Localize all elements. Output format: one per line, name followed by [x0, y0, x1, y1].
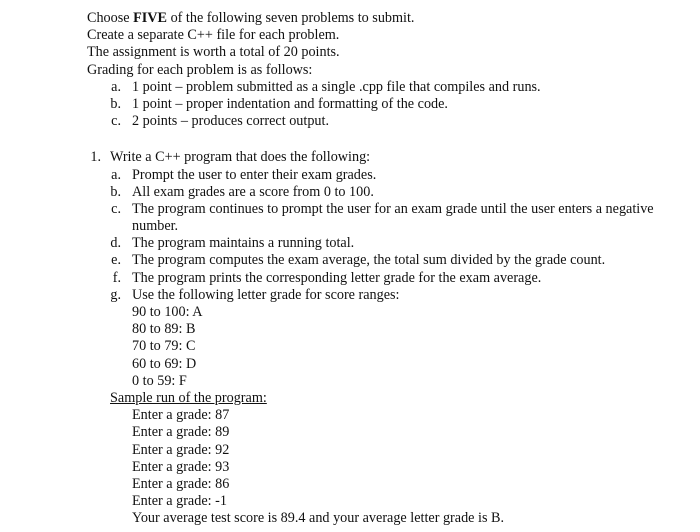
item-text: All exam grades are a score from 0 to 100.: [132, 183, 374, 200]
instruction-line-1: [87, 10, 687, 27]
instruction-line-1-bold: FIVE: [133, 10, 168, 26]
grading-item: [87, 113, 687, 130]
grading-item: [87, 96, 687, 113]
instructions: [87, 10, 687, 79]
grade-range: 60 to 69: D: [132, 355, 197, 372]
grading-text: 1 point – proper indentation and formatting of the code.: [132, 95, 448, 112]
item-marker: d.: [110, 235, 121, 252]
grading-list: [87, 79, 687, 131]
item-marker: g.: [110, 286, 121, 303]
grading-text: 2 points – produces correct output.: [132, 113, 330, 130]
sample-run-line: Your average test score is 89.4 and your average letter grade is B.: [132, 510, 505, 527]
grade-range: 0 to 59: F: [132, 372, 187, 389]
item-text: Prompt the user to enter their exam grades.: [132, 166, 377, 183]
item-marker: f.: [112, 269, 121, 286]
problem-1-item: [87, 235, 687, 252]
item-text: The program computes the exam average, the total sum divided by the grade count.: [132, 252, 606, 269]
grade-range: 70 to 79: C: [132, 338, 196, 355]
item-marker: e.: [111, 252, 121, 269]
item-text: The program continues to prompt the user for an exam grade until the user enters a negative number.: [132, 200, 654, 235]
item-marker: c.: [111, 200, 121, 217]
grade-ranges: [87, 304, 687, 390]
grading-marker: a.: [111, 78, 121, 95]
sample-run-line: Enter a grade: 92: [132, 441, 230, 458]
problem-1-item: [87, 270, 687, 287]
item-marker: a.: [111, 166, 121, 183]
sample-run-line: Enter a grade: -1: [132, 493, 227, 510]
instruction-line-3: The assignment is worth a total of 20 points.: [87, 44, 340, 61]
problem-1-item: [87, 184, 687, 201]
item-text: The program maintains a running total.: [132, 235, 355, 252]
grading-marker: b.: [110, 95, 121, 112]
sample-run: [87, 407, 687, 527]
item-text: Use the following letter grade for score ranges:: [132, 286, 400, 303]
problem-1-item: [87, 201, 687, 235]
grade-range: 80 to 89: B: [132, 321, 196, 338]
sample-run-line: Enter a grade: 87: [132, 407, 230, 424]
problem-1-item: [87, 287, 687, 304]
sample-run-line: Enter a grade: 93: [132, 458, 230, 475]
grading-text: 1 point – problem submitted as a single .cpp file that compiles and runs.: [132, 78, 541, 95]
item-text: The program prints the corresponding letter grade for the exam average.: [132, 269, 542, 286]
sample-run-line: Enter a grade: 89: [132, 424, 230, 441]
instruction-line-1-pre: Choose: [87, 10, 134, 26]
item-marker: b.: [110, 183, 121, 200]
grading-marker: c.: [111, 113, 121, 130]
problem-1-text: Write a C++ program that does the following:: [110, 149, 371, 166]
problem-1-marker: 1.: [90, 149, 101, 166]
grading-item: [87, 79, 687, 96]
problem-1-item: [87, 252, 687, 269]
assignment-text: [87, 10, 687, 527]
problem-1-item: [87, 167, 687, 184]
instruction-line-2: Create a separate C++ file for each problem.: [87, 27, 340, 44]
sample-run-line: Enter a grade: 86: [132, 475, 230, 492]
grade-range: 90 to 100: A: [132, 304, 203, 321]
instruction-line-1-post: of the following seven problems to submit.: [167, 10, 415, 26]
sample-run-title: Sample run of the program:: [110, 389, 267, 406]
problem-1: [87, 149, 687, 527]
problem-1-heading: [87, 149, 687, 166]
instruction-line-4: Grading for each problem is as follows:: [87, 61, 313, 78]
